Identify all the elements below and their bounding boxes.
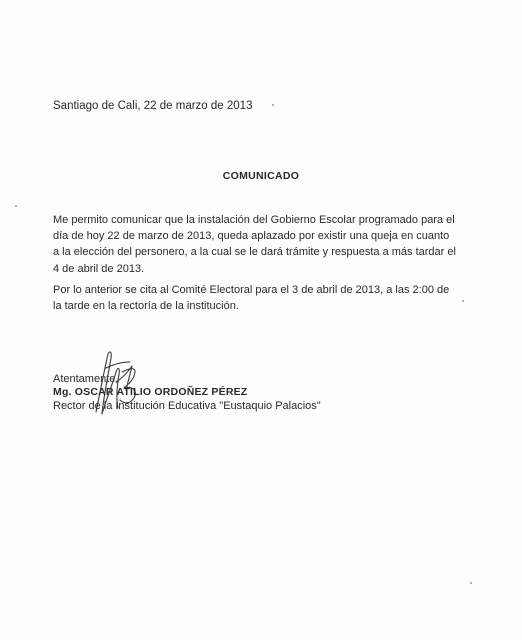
paragraph-line: 4 de abril de 2013. (53, 262, 145, 275)
paragraph-line: Por lo anterior se cita al Comité Electoral para el 3 de abril de 2013, a las 2:00 de (53, 284, 450, 296)
paragraph-announcement (53, 212, 473, 277)
paragraph-line: día de hoy 22 de marzo de 2013, queda aplazado por existir una queja en cuanto (53, 230, 450, 243)
paragraph-line: la tarde en la rectoría de la institución. (53, 300, 239, 313)
scan-speck (272, 104, 274, 106)
place-date: Santiago de Cali, 22 de marzo de 2013 (53, 100, 253, 112)
scan-speck (462, 300, 464, 302)
signer-name: Mg. OSCAR ATILIO ORDOÑEZ PÉREZ (53, 386, 248, 398)
paragraph-citation (53, 282, 473, 314)
closing-salutation: Atentamente, (53, 373, 119, 385)
scan-speck (470, 582, 472, 584)
signer-role: Rector de la Institución Educativa "Eustaquio Palacios" (53, 400, 321, 412)
scan-speck (15, 205, 17, 207)
paragraph-line: Me permito comunicar que la instalación del Gobierno Escolar programado para el (53, 214, 455, 226)
paragraph-line: a la elección del personero, a la cual se le dará trámite y respuesta a más tardar el (53, 246, 456, 259)
document-title: COMUNICADO (222, 170, 300, 182)
